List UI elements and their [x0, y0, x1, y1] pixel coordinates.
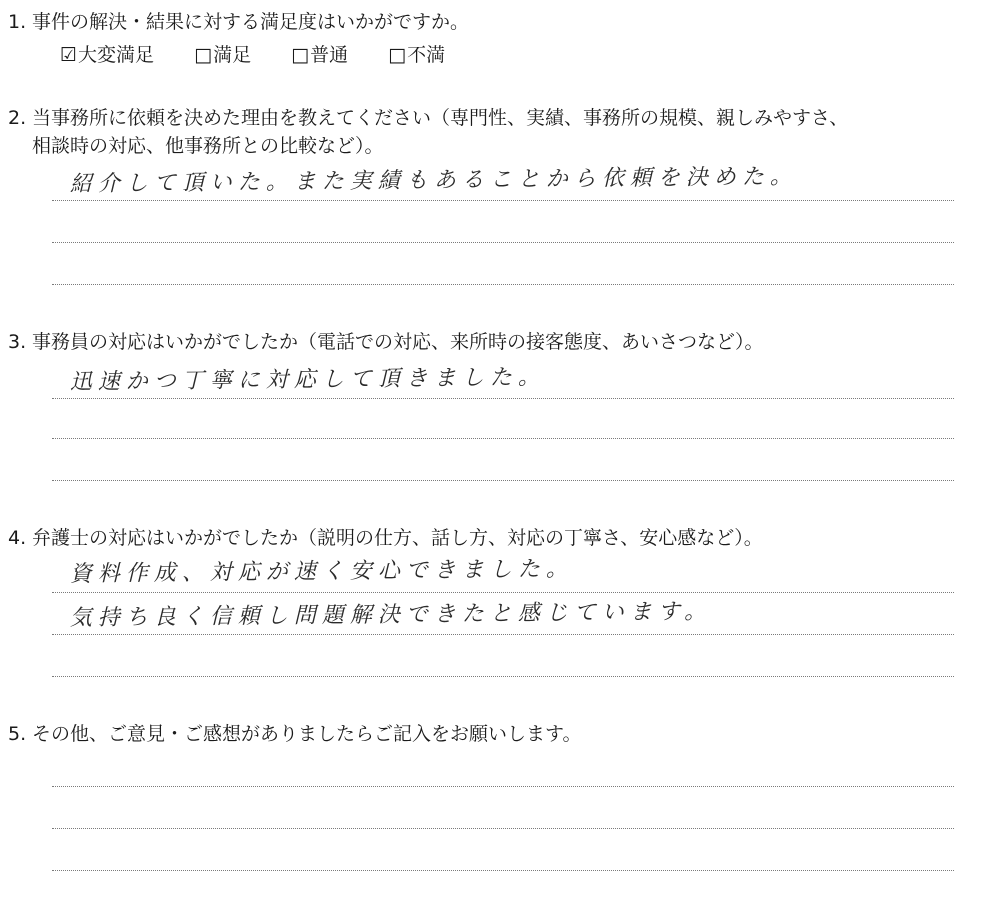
question-text: 当事務所に依頼を決めた理由を教えてください（専門性、実績、事務所の規模、親しみやすさ、 — [32, 107, 849, 129]
answer-line[interactable] — [52, 870, 954, 871]
question-number: 5. — [8, 723, 27, 745]
option-label: 大変満足 — [78, 44, 155, 66]
answer-line — [52, 438, 954, 439]
question-number: 4. — [8, 527, 27, 549]
answer-line — [52, 398, 954, 399]
answer-line — [52, 284, 954, 285]
option-very-satisfied[interactable] — [60, 42, 154, 68]
question-5 — [0, 720, 990, 748]
option-label: 普通 — [310, 44, 349, 66]
handwritten-answer: 紹介して頂いた。また実績もあることから依頼を決めた。 — [69, 164, 798, 198]
answer-line — [52, 634, 954, 635]
option-label: 不満 — [407, 44, 446, 66]
question-text: 事務員の対応はいかがでしたか（電話での対応、来所時の接客態度、あいさつなど）。 — [32, 331, 764, 353]
answer-line[interactable] — [52, 828, 954, 829]
question-1 — [0, 8, 990, 36]
answer-line[interactable] — [52, 786, 954, 787]
question-number: 2. — [8, 107, 27, 129]
unchecked-checkbox-icon: □ — [291, 44, 310, 66]
handwritten-answer: 迅速かつ丁寧に対応して頂きました。 — [69, 365, 546, 396]
question-number: 3. — [8, 331, 27, 353]
answer-line — [52, 480, 954, 481]
question-3 — [0, 328, 990, 356]
question-text-continued: 相談時の対応、他事務所との比較など）。 — [32, 135, 384, 157]
question-text: 事件の解決・結果に対する満足度はいかがですか。 — [32, 11, 470, 33]
question-text: その他、ご意見・ご感想がありましたらご記入をお願いします。 — [32, 723, 582, 745]
question-4 — [0, 524, 990, 552]
checked-checkbox-icon: ☑ — [60, 44, 78, 66]
unchecked-checkbox-icon: □ — [194, 44, 213, 66]
unchecked-checkbox-icon: □ — [388, 44, 407, 66]
handwritten-answer: 資料作成、対応が速く安心できました。 — [69, 556, 574, 588]
question-number: 1. — [8, 11, 27, 33]
option-satisfied[interactable] — [194, 42, 251, 68]
option-neutral[interactable] — [291, 42, 348, 68]
answer-line — [52, 242, 954, 243]
question-text: 弁護士の対応はいかがでしたか（説明の仕方、話し方、対応の丁寧さ、安心感など）。 — [32, 527, 763, 549]
answer-line — [52, 592, 954, 593]
question-2 — [0, 104, 990, 160]
handwritten-answer: 気持ち良く信頼し問題解決できたと感じています。 — [69, 599, 713, 632]
option-label: 満足 — [213, 44, 252, 66]
satisfaction-options — [60, 42, 479, 68]
option-dissatisfied[interactable] — [388, 42, 445, 68]
answer-line — [52, 200, 954, 201]
answer-line — [52, 676, 954, 677]
